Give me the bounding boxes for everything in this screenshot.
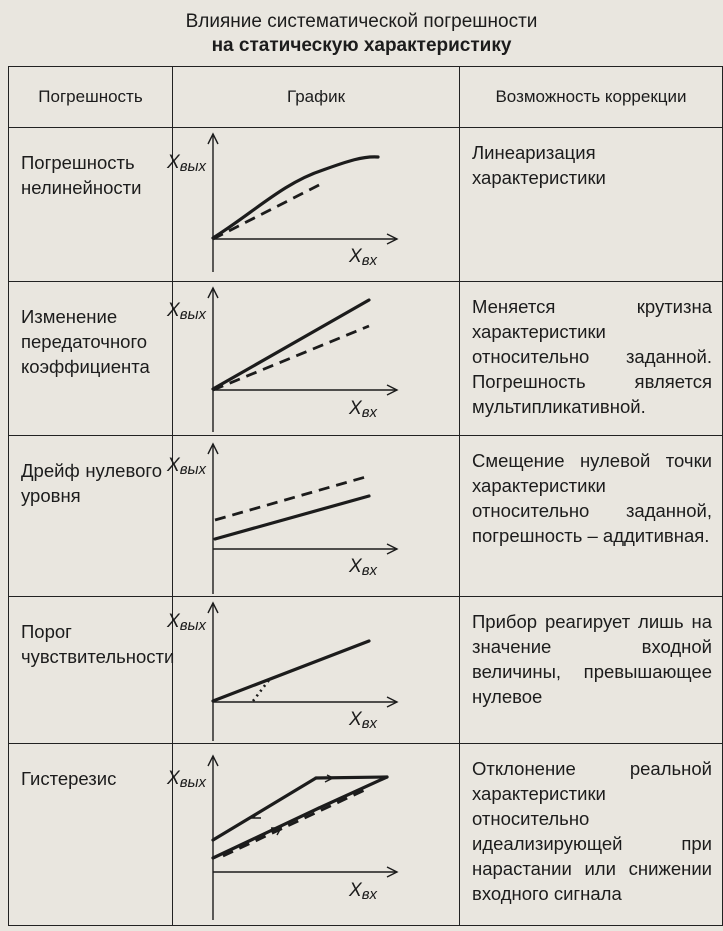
x-axis-label: Xвх (349, 709, 378, 732)
ideal-characteristic (213, 183, 323, 239)
header-error: Погрешность (9, 67, 173, 128)
y-axis-label-text: Xвых (167, 152, 207, 175)
error-name: Дрейф нулевого уровня (9, 436, 173, 597)
y-axis-label-text: Xвых (167, 300, 207, 323)
table-row (9, 436, 723, 597)
error-name: Гистерезис (9, 744, 173, 926)
real-characteristic (213, 300, 369, 389)
header-correction: Возможность коррекции (460, 67, 723, 128)
table-row (9, 128, 723, 282)
graph-cell (167, 436, 460, 597)
title-line-1: Влияние систематической погрешности (185, 11, 538, 32)
correction-text: Прибор реагирует лишь на значение входной величины, превышающее нулевое (460, 597, 723, 744)
graph-cell (167, 597, 460, 744)
page-title (0, 10, 723, 58)
graph-hysteresis (167, 744, 459, 925)
graph-gain-change (167, 282, 459, 435)
graph-threshold (167, 597, 459, 743)
graph-cell (167, 128, 460, 282)
rising-branch (213, 808, 319, 858)
table-row (9, 597, 723, 744)
y-axis-label-text: Xвых (167, 455, 207, 478)
x-axis-label: Xвх (349, 556, 378, 579)
correction-text: Смещение нулевой точки характеристики относительно заданной, погрешность – аддитивная. (460, 436, 723, 597)
falling-branch (213, 778, 316, 840)
graph-nonlinearity (167, 128, 459, 281)
header-row (9, 67, 723, 128)
error-name: Изменение передаточного коэффициента (9, 282, 173, 436)
correction-text: Отклонение реальной характеристики относительно идеализирующей при нарастании или снижении входного сигнала (460, 744, 723, 926)
correction-text: Линеаризация характеристики (460, 128, 723, 282)
real-characteristic (215, 496, 369, 539)
x-axis-label: Xвх (349, 880, 378, 903)
table-row (9, 744, 723, 926)
table-row (9, 282, 723, 436)
error-name: Порог чувствительности (9, 597, 173, 744)
x-axis-label: Xвх (349, 398, 378, 421)
y-axis-label-text: Xвых (167, 768, 207, 791)
rising-branch-end (319, 777, 387, 808)
graph-cell (167, 282, 460, 436)
graph-cell (167, 744, 460, 926)
y-axis-label-text: Xвых (167, 611, 207, 634)
ideal-characteristic (213, 641, 369, 701)
x-axis-label: Xвх (349, 246, 378, 269)
title-line-2: на статическую характеристику (211, 35, 512, 56)
error-name: Погрешность нелинейности (9, 128, 173, 282)
correction-text: Меняется крутизна характеристики относительно заданной. Погрешность является мультипликативной. (460, 282, 723, 436)
error-table (8, 66, 723, 926)
top-plateau (316, 777, 387, 778)
graph-zero-drift (167, 436, 459, 596)
header-graph: График (173, 67, 460, 128)
ideal-characteristic (213, 326, 369, 390)
shifted-characteristic (215, 476, 369, 520)
